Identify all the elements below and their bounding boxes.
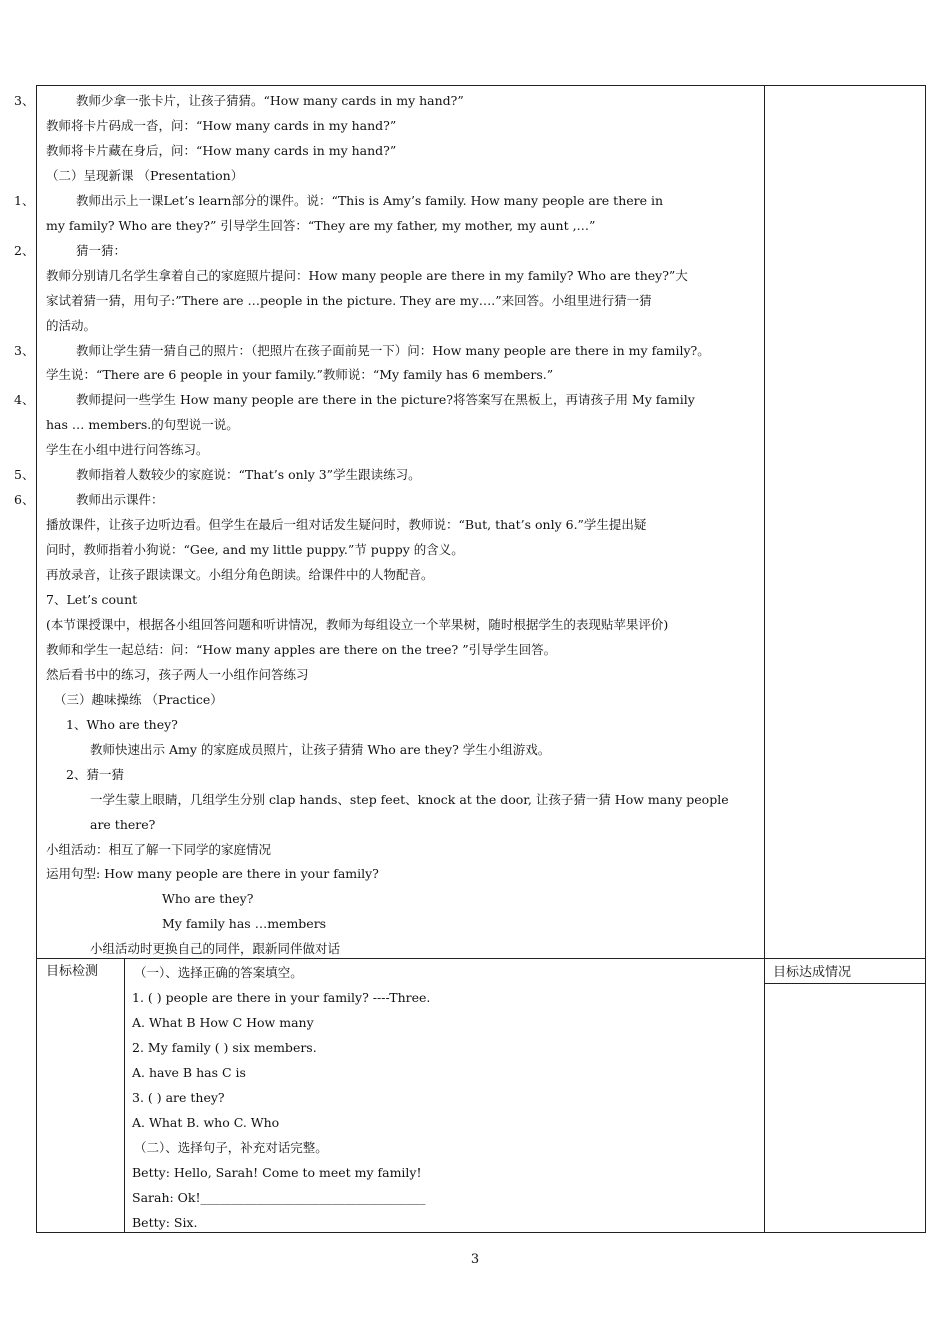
lesson-line: 小组活动：相互了解一下同学的家庭情况 (46, 841, 272, 857)
bottom-left-column-divider (124, 958, 125, 1232)
lesson-line: （三）趣味操练 （Practice） (54, 691, 223, 707)
lesson-line: 教师出示课件： (76, 492, 164, 508)
exercise-line: Betty: Six. (132, 1214, 198, 1230)
lesson-line: 播放课件，让孩子边听边看。但学生在最后一组对话发生疑问时，教师说：“But, that’s only 6.”学生提出疑 (46, 517, 647, 533)
right-column-divider (764, 85, 765, 1232)
lesson-line: 教师出示上一课Let’s learn部分的课件。说：“This is Amy’s family. How many people are there in (76, 192, 664, 208)
step-number: 4、 (14, 392, 35, 408)
lesson-line: 2、猜一猜 (66, 766, 124, 782)
step-number: 3、 (14, 342, 35, 358)
exercise-line: 2. My family ( ) six members. (132, 1039, 317, 1055)
exercise-line: 1. ( ) people are there in your family? ----Three. (132, 989, 431, 1005)
exercise-line: A. have B has C is (132, 1064, 246, 1080)
target-check-label: 目标检测 (46, 964, 99, 979)
lesson-line: 教师指着人数较少的家庭说：“That’s only 3”学生跟读练习。 (76, 467, 421, 483)
lesson-line: 教师提问一些学生 How many people are there in the picture?将答案写在黑板上，再请孩子用 My family (76, 392, 695, 408)
target-achievement-label: 目标达成情况 (773, 965, 852, 980)
step-number: 5、 (14, 467, 35, 483)
page-number: 3 (470, 1252, 480, 1267)
lesson-line: 家试着猜一猜，用句子:”There are …people in the picture. They are my….”来回答。小组里进行猜一猜 (46, 292, 652, 308)
exercise-line: Sarah: Ok!____________________________________ (132, 1189, 426, 1205)
step-number: 2、 (14, 242, 35, 258)
lesson-line: 的活动。 (46, 317, 97, 333)
lesson-line: 然后看书中的练习，孩子两人一小组作问答练习 (46, 666, 309, 682)
lesson-line: 教师少拿一张卡片，让孩子猜猜。“How many cards in my hand?” (76, 93, 464, 108)
exercise-line: （二）、选择句子，补充对话完整。 (134, 1139, 328, 1155)
lesson-line: has … members.的句型说一说。 (46, 417, 239, 433)
lesson-line: 教师分别请几名学生拿着自己的家庭照片提问：How many people are there in my family? Who are they?”大 (46, 267, 688, 283)
lesson-line: 猜一猜： (76, 242, 127, 258)
step-number: 1、 (14, 192, 35, 208)
lesson-line: 再放录音，让孩子跟读课文。小组分角色朗读。给课件中的人物配音。 (46, 567, 434, 583)
lesson-line: my family? Who are they?” 引导学生回答：“They are my father, my mother, my aunt ,…” (46, 217, 596, 233)
step-number: 3、 (14, 93, 35, 108)
exercise-line: 3. ( ) are they? (132, 1089, 225, 1105)
exercise-line: （一）、选择正确的答案填空。 (134, 965, 303, 980)
step-number: 6、 (14, 492, 35, 508)
lesson-line: 一学生蒙上眼睛，几组学生分别 clap hands、step feet、knock at the door, 让孩子猜一猜 How many people (90, 791, 729, 807)
lesson-line: 教师快速出示 Amy 的家庭成员照片，让孩子猜猜 Who are they? 学生小组游戏。 (90, 741, 551, 757)
lesson-line: 小组活动时更换自己的同伴，跟新同伴做对话 (90, 941, 341, 957)
exercise-line: Betty: Hello, Sarah! Come to meet my family! (132, 1164, 422, 1180)
lesson-line: 教师和学生一起总结：问：“How many apples are there on the tree? ”引导学生回答。 (46, 641, 557, 657)
right-label-divider (764, 983, 925, 984)
lesson-line: (本节课授课中，根据各小组回答问题和听讲情况，教师为每组设立一个苹果树，随时根据学生的表现贴苹果评价) (46, 616, 669, 632)
exercise-line: A. What B. who C. Who (132, 1114, 280, 1130)
lesson-line: are there? (90, 816, 156, 832)
lesson-line: 7、Let’s count (46, 592, 138, 607)
lesson-line: 学生说：“There are 6 people in your family.”教师说：“My family has 6 members.” (46, 367, 554, 383)
lesson-line: 教师将卡片码成一沓，问：“How many cards in my hand?” (46, 117, 397, 133)
lesson-line: 教师将卡片藏在身后，问：“How many cards in my hand?” (46, 142, 397, 158)
lesson-line: （二）呈现新课 （Presentation） (46, 167, 244, 183)
lesson-line: 问时，教师指着小狗说：“Gee, and my little puppy.”节 puppy 的含义。 (46, 542, 464, 558)
lesson-line: 学生在小组中进行问答练习。 (46, 442, 209, 458)
lesson-line: My family has …members (162, 916, 327, 932)
lesson-line: Who are they? (162, 891, 254, 907)
exercise-line: A. What B How C How many (132, 1014, 314, 1030)
lesson-line: 运用句型: How many people are there in your family? (46, 866, 379, 882)
lesson-line: 1、Who are they? (66, 716, 178, 732)
lesson-line: 教师让学生猜一猜自己的照片：（把照片在孩子面前晃一下）问：How many people are there in my family?。 (76, 342, 710, 358)
